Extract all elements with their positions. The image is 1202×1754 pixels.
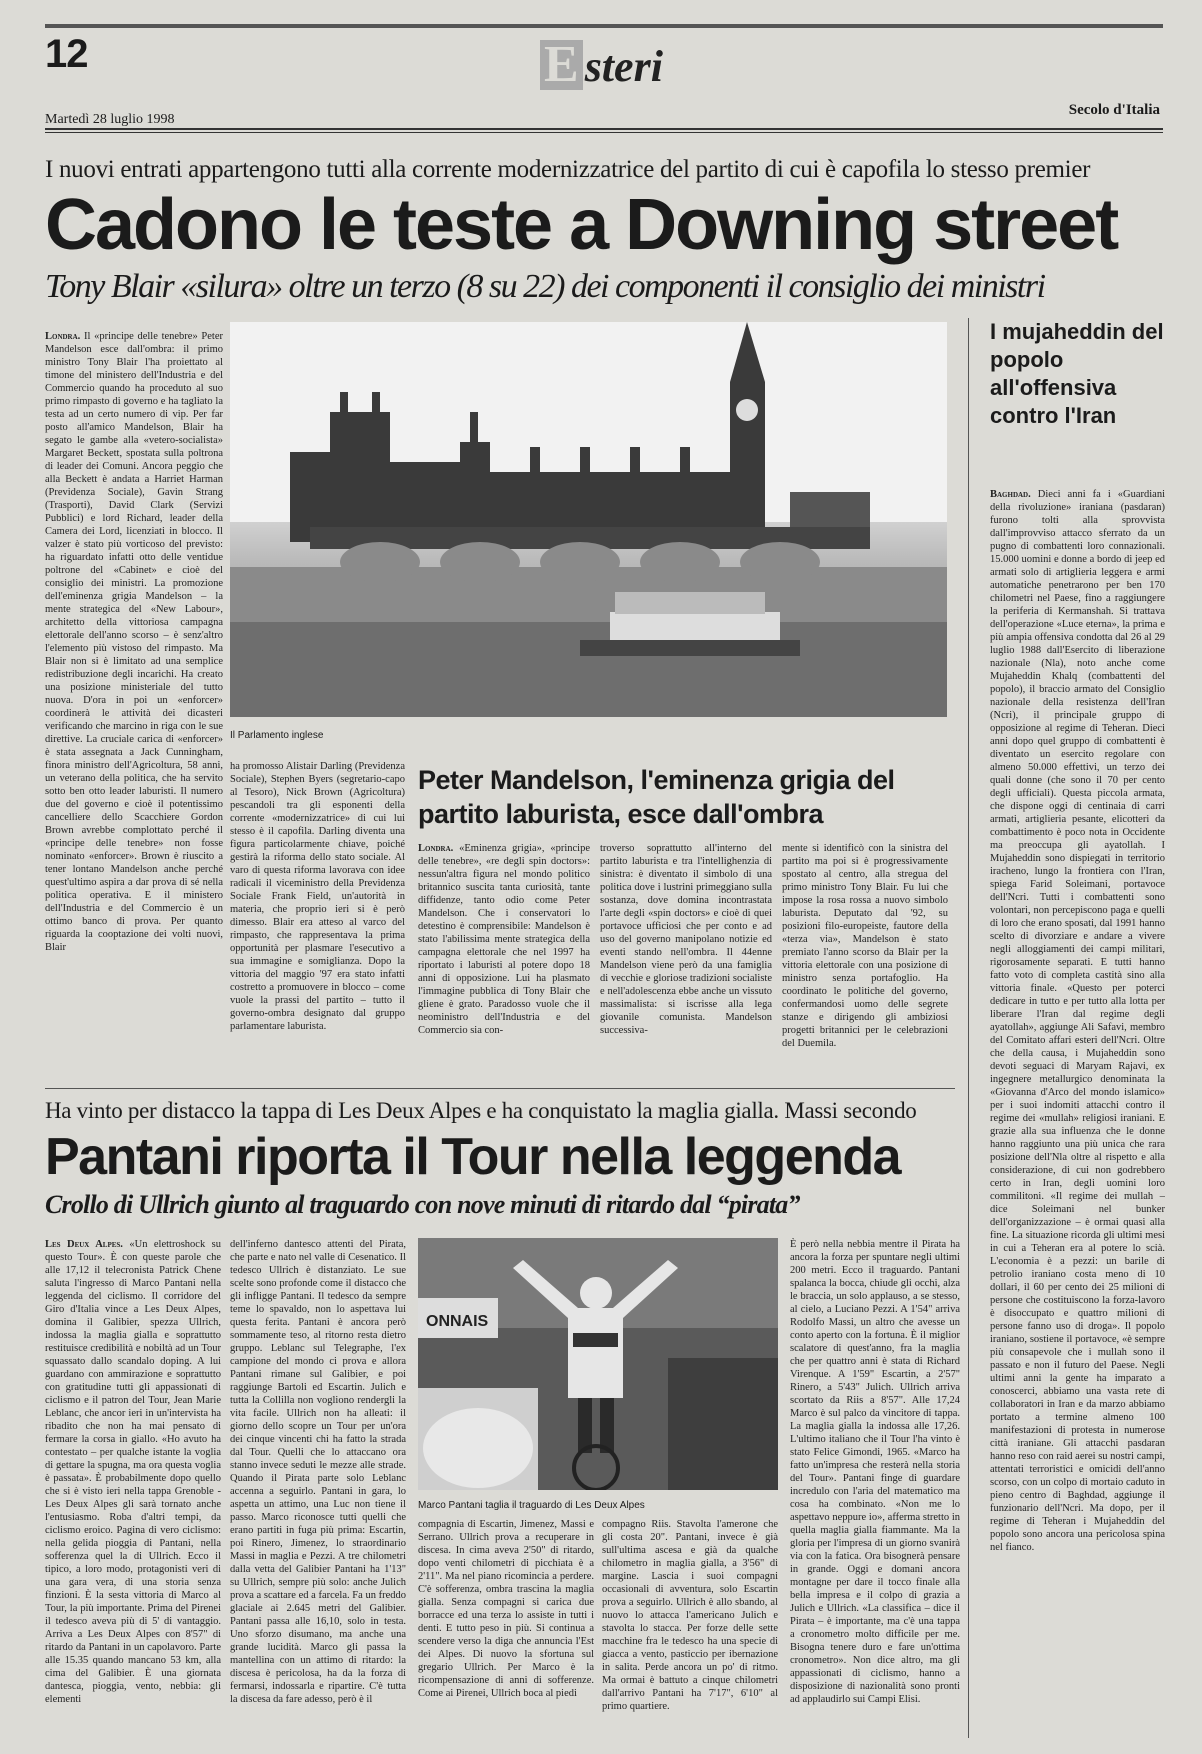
article1-column-2: ha promosso Alistair Darling (Previdenza Sociale), Stephen Byers (segretario-capo al Tesoro), Nick Brown (Agricoltura) pescandoli tra gli esponenti della corrente «modernizzatrice» di cui lui stesso è il capofila. Darling diventa una figura particolarmente chiave, poiché gestirà la riforma dello stato sociale. Al varo di questa riforma lavorava con idee radicali il viceministro della Previdenza Sociale Frank Field, un'autorità in materia, che proprio ieri si è però dimesso. Blair era atteso al varco del rimpasto, che rappresentava la prima opportunità per plasmare l'esecutivo a sua immagine e somiglianza. Dopo la vittoria del maggio '97 era stato infatti costretto a promuovere in blocco – come vuole la prassi del partito – tutto il governo-ombra designato dal gruppo parlamentare laburista. <box>230 761 405 1032</box>
pantani-photo <box>418 1238 778 1490</box>
parliament-photo-caption: Il Parlamento inglese <box>230 730 324 741</box>
issue-date: Martedì 28 luglio 1998 <box>45 112 175 127</box>
article4-column-5: È però nella nebbia mentre il Pirata ha ancora la forza per spuntare negli ultimi 200 metri. Ecco il traguardo. Pantani spalanca la bocca, chiude gli occhi, alza le braccia, un solo applauso, a se stesso, al cielo, a Luciano Pezzi. A 1'54" arriva Rodolfo Massi, un altro che avesse un conto aperto con la fortuna. È il miglior scalatore di quest'anno, fra la maglia che per quattro anni è stata di Richard Virenque. A 1'59" Escartin, a 2'57" Rinero, a 5'43" Julich. Ullrich arriva scortato da Riis a 8'57". Alle 17,24 Marco è sul palco da vincitore di tappa. La maglia gialla la indossa alle 17,26. L'ultimo italiano che il Tour l'ha vinto è stato Felice Gimondi, 1965. «Marco ha fatto un'impresa che resterà nella storia del Tour». Pantani finge di guardare incredulo con l'aria del matematico ma cosa ha combinato. «Non me lo aspettavo neppure io», afferma stretto in quella maglia gialla fiammante. Ma la gloria per l'impresa di un giorno svanirà via con la fatica. Ora bisognerà pensare in grande. Oggi e domani ancora montagne per dare il tocco finale alla bella impresa e il colpo di grazia a Julich e Ullrich. «La classifica – dice il Pirata – è importante, ma c'è una tappa a cronometro molto difficile per me. Bisogna tenere duro e fare un'ottima cronometro». Non dice altro, ma gli appassionati di ciclismo, hanno a disposizione di nazionalità sono pronti ad applaudirlo sui Campi Elisi. <box>790 1239 960 1705</box>
cyclist-illustration <box>418 1238 778 1490</box>
article4-column-3: compagnia di Escartin, Jimenez, Massi e Serrano. Ullrich prova a recuperare in discesa. In cima aveva 2'50" di ritardo, dopo venti chilometri di picchiata è a 2'11". Ma nel piano ricomincia a perdere. C'è sofferenza, ombra trascina la maglia gialla. Senza compagni si carica due borracce ed una terza lo assiste in tutti i denti. E tutto peso in più. Si continua a scendere verso la diga che annuncia l'Est dei Alpes. Di nuovo la sfortuna sul gregario Ullrich. Per Marco è la ricompensazione di anni di sofferenze. Come ai Pirenei, Ullrich boca al piedi <box>418 1519 594 1699</box>
article3-column <box>990 488 1165 1738</box>
article1-kicker: I nuovi entrati appartengono tutti alla corrente modernizzatrice del partito di cui è capofila lo stesso premier <box>45 156 1091 183</box>
article1-subheadline: Tony Blair «silura» oltre un terzo (8 su 22) dei componenti il consiglio dei ministri <box>45 268 1045 305</box>
article1-dateline: Londra. <box>45 331 81 342</box>
newspaper-name: Secolo d'Italia <box>1068 102 1160 118</box>
article2-col1-text: «Eminenza grigia», «principe delle tenebre», «re degli spin doctors»: nessun'altra figura nel mondo politico britannico suscita tanta curiosità, tante diffidenze, tanto odio come Peter Mandelson. Che i conservatori lo detestino è comprensibile: Mandelson è stato l'abilissima mente strategica della campagna elettorale che nel 1997 ha riportato i laburisti al potere dopo 18 anni di opposizione. Lui ha plasmato l'immagine pubblica di Tony Blair che gliene è grato. Paradosso vuole che il neoministro dell'Industria e del Commercio sia con- <box>418 843 590 1036</box>
page-number: 12 <box>45 32 88 76</box>
parliament-photo <box>230 322 947 717</box>
masthead-rule-thin <box>45 132 1163 133</box>
article2-column-1 <box>418 842 590 1072</box>
section-title <box>540 36 663 93</box>
section-initial: E <box>540 40 583 90</box>
pantani-photo-caption: Marco Pantani taglia il traguardo di Les Deux Alpes <box>418 1500 645 1511</box>
article-divider <box>45 1088 955 1089</box>
article1-col1-text: Il «principe delle tenebre» Peter Mandelson esce dall'ombra: il primo ministro Tony Blair l'ha proiettato al timone del ministero dell'Industria e del Commercio quando ha proceduto al suo primo rimpasto di governo e ha tagliato la testa ad un certo numero di vip. Per far posto all'amico Mandelson, Blair ha segato le gambe alla «vetero-socialista» Margaret Beckett, spostata sulla poltrona di leader dei Comuni. Ancora peggio che alla Beckett è andata a Harriet Harman (Previdenza Sociale), Gavin Strang (Trasporti), David Clark (Servizi Pubblici) e lord Richard, leader della Camera dei Lord, licenziati in blocco. Il valzer è stato più vorticoso del previsto: ha riguardato infatti otto delle ventidue poltrone del «Cabinet» e cioè del consiglio dei ministri. La promozione dell'eminenza grigia Mandelson – la mente strategica del «New Labour», architetto della vittoriosa campagna elettorale dell'anno scorso – è senz'altro l'elemento più vistoso del rimpasto. Ma Blair non si è limitato ad una semplice redistribuzione degli incarichi. Ha creato una posizione ministeriale del tutto nuova. D'ora in poi un «enforcer» coordinerà le attività dei dicasteri verificando che marcino in riga con le sue direttive. La cruciale carica di «enforcer» è stata assegnata a Jack Cunningham, finora ministro dell'Agricoltura, 58 anni, un veterano della politica, che ha servito sotto ben otto leader laburisti. Il numero due del governo e cioè il potentissimo cancelliere dello Scacchiere Gordon Brown avrebbe complottato perché il «principe delle tenebre» non fosse nominato «enforcer». Brown è riuscito a tener lontano Mandelson anche perché quest'ultimo aspira a dar prova di sé nella politica operativa. E il ministero dell'Industria e del Commercio è un ottimo banco di prova. Per quanto riguarda la cooptazione dei volti nuovi, Blair <box>45 331 223 953</box>
article4-subheadline: Crollo di Ullrich giunto al traguardo con nove minuti di ritardo dal “pirata” <box>45 1190 800 1219</box>
article4-kicker: Ha vinto per distacco la tappa di Les Deux Alpes e ha conquistato la maglia gialla. Massi secondo <box>45 1098 917 1123</box>
article2-column-3: mente si identificò con la sinistra del partito ma poi si è progressivamente spostato al centro, alla stregua del primo ministro Tony Blair. Fu lui che impose la rosa rossa a nuovo simbolo laburista. Deputato dal '92, su posizioni filo-europeiste, fautore della «terza via», Mandelson è stato premiato l'anno scorso da Blair per la vittoria elettorale con una posizione di ministro senza portafoglio. Ha coordinato le politiche del governo, confermandosi uomo delle segrete stanze e dirigendo gli ambiziosi progetti britannici per le celebrazioni del Duemila. <box>782 843 948 1049</box>
article3-headline: I mujaheddin del popolo all'offensiva contro l'Iran <box>990 319 1164 428</box>
article1-column-1 <box>45 330 223 1075</box>
article2-dateline: Londra. <box>418 843 454 854</box>
article2-headline: Peter Mandelson, l'eminenza grigia del partito laburista, esce dall'ombra <box>418 765 895 829</box>
masthead-rule <box>45 128 1163 130</box>
article3-dateline: Baghdad. <box>990 489 1031 500</box>
parliament-illustration <box>230 322 947 717</box>
article4-headline: Pantani riporta il Tour nella leggenda <box>45 1128 901 1186</box>
article4-col1-text: «Un elettroshock su questo Tour». È con queste parole che alle 17,12 il telecronista Patrick Chene saluta l'ingresso di Marco Pantani nella leggenda del ciclismo. Il corridore del Giro d'Italia vince a Les Deux Alpes, domina il Galibier, spezza Ullrich, indossa la maglia gialla e soprattutto restituisce credibilità e nobiltà ad un Tour squassato dallo scandalo doping. A lui guardano con ammirazione e soprattutto con gratitudine tutti gli appassionati di ciclismo e il patron del Tour, Jean Marie Leblanc, che ancor ieri in un'intervista ha ribadito che non ha mai pensato di fermare la corsa in giallo. «Ho avuto ha contestato – per qualche istante la voglia di gettare la spugna, ma ora questa voglia è passata». È probabilmente dopo quello che si è visto ieri nella tappa Grenoble - Les Deux Alpes gli sarà tornato anche l'entusiasmo. Roba d'altri tempi, da ciclismo eroico. Pagina di vero ciclismo: nella gelida pioggia di Pantani, nella sofferenza quel la di Ullrich. Ecco il tipico, a loro modo, protagonisti veri di una gara vera, di una storia senza finzioni. È la sesta vittoria di Marco al Tour, la più importante. Prima del Pirenei il tedesco aveva più di 5' di vantaggio. Arriva a Les Deux Alpes con 8'57" di ritardo da Pantani in un capolavoro. Parte alle 15.35 quando mancano 53 km, alla cima del Galibier. È una giornata dantesca, pioggia, vento, nebbia: gli elementi <box>45 1239 221 1705</box>
top-rule <box>45 24 1163 28</box>
article4-column-2: dell'inferno dantesco attenti del Pirata, che parte e nato nel valle di Cesenatico. Il tedesco Ullrich è distanziato. Le sue scelte sono profonde come il distacco che gli infligge Pantani. Il tedesco da sempre teme lo spavaldo, non lo aspettava lui questa ferita. Pantani è ancora però sommamente teso, al ritorno resta dietro gruppo. Leblanc sul Telegraphe, l'ex campione del mondo ci prova e allora Pantani rimane sul Galibier, e poi raggiunge Bartoli ed Escartin. Julich e tutta la Collilla non vogliono rendergli la vita facile. Ullrich non ha alleati: il giorno dello scopre un Tour per un'ora dei cinque vincenti chi ha fatto la strada dal Tour. Quelli che lo attaccano ora stanno invece seduti le mezze alle strade. Quando il Pirata parte solo Leblanc accenna a seguirlo. Pantani in gara, lo aspetta un attimo, una Luc non tiene il passo. Marco riconosce tutti quelli che erano partiti in fuga più prima: Escartin, poi Rinero, Jimenez, lo straordinario Massi in maglia e Pezzi. A tre chilometri dalla vetta del Galibier Pantani ha 1'13" su Ullrich, sempre più solo: anche Julich prova a scattare ed a farcela. Fa un freddo glaciale ai 2.645 metri del Galibier. Pantani passa alle 16,10, solo in testa. Uno sforzo disumano, ma anche una grande lucidità. Marco gli passa la mantellina con un attimo di ritardo: la discesa è pericolosa, ha da la forza di fermarsi, indossarla e ripartire. C'è tutta la discesa da fare adesso, però è il <box>230 1239 406 1705</box>
article4-column-4: compagno Riis. Stavolta l'amerone che gli costa 20". Pantani, invece è già sull'ultima ascesa e già da qualche chilometro in maglia gialla, a 3'56" di margine. Lascia i suoi compagni occasionali di avventura, solo Escartin prova a seguirlo. Ullrich è allo sbando, al nuovo lo attacca l'americano Julich e stavolta lo stacca. Per forze delle sette macchine fra le tedesco ha una specie di giacca a vento, pasticcio per ibernazione in salita. Perde ancora un po' di ritmo. Ma ormai è battuto a cinque chilometri dall'arrivo Pantani ha 7'17", 6'10" al primo quartiere. <box>602 1519 778 1712</box>
article4-column-1 <box>45 1238 221 1738</box>
article4-dateline: Les Deux Alpes. <box>45 1239 123 1250</box>
section-title-rest: steri <box>584 42 663 91</box>
article2-column-2: troverso soprattutto all'interno del partito laburista e tra l'intellighenzia di sinistra: è diventato il simbolo di una politica dove i lustrini primeggiano sulla sostanza, dove domina incontrastata l'arte degli «spin doctors» e cioè di quei portavoce ufficiosi che per conto e ad uso del governo manipolano notizie ed eventi stando nell'ombra. Il 44enne Mandelson viene però da una famiglia di vecchie e gloriose tradizioni socialiste e nell'adolescenza ebbe anche un vissuto massimalista: si iscrisse alla lega giovanile comunista. Mandelson successiva- <box>600 843 772 1036</box>
sidebar-divider <box>968 318 969 1738</box>
article1-headline: Cadono le teste a Downing street <box>45 185 1118 265</box>
photo-sign-text: ONNAIS <box>426 1313 489 1330</box>
article3-text: Dieci anni fa i «Guardiani della rivoluzione» iraniana (pasdaran) furono tolti alla sprovvista dall'improvviso attacco sferrato da un pugno di combattenti loro connazionali. 15.000 uomini e donne a bordo di jeep ed armati solo di artiglieria leggera e armi automatiche penetrarono per ben 170 chilometri nel Paese, fino a raggiungere la periferia di Kermanshah. Si trattava dell'operazione «Luce eterna», la prima e più ampia offensiva condotta dal 26 al 29 luglio 1988 dall'Esercito di liberazione nazionale (Nla), noto anche come Mujaheddin Khalq (combattenti del popolo), il braccio armato del Consiglio nazionale della resistenza dell'Iran (Ncri), il principale gruppo di opposizione al regime di Teheran. Dieci anni dopo quel gruppo di combattenti è diventato un esercito regolare con almeno 50.000 effettivi, un terzo dei quali donne (che sono il 70 per cento degli ufficiali). Questa piccola armata, che dispone oggi di centinaia di carri armati, artiglieria pesante, elicotteri da combattimento è poco nota in Occidente ma preoccupa gli ayatollah. I Mujaheddin sono dispiegati in territorio iracheno, lungo la frontiera con l'Iran, spiega Farid Soleimani, portavoce dell'Ncri. Tutti i combattenti sono volontari, non percepiscono paga e quelli di loro che erano sposati, dal 1991 hanno scelto di divorziare e andare a vivere negli alloggiamenti dei campi militari, rigorosamente separati. E tutti hanno fatto voto di completa castità sino alla vittoria finale. «Questo per poterci dedicare in tutto e per tutto alla lotta per liberare l'Iran dal regime degli ayatollah», aggiunge Ali Safavi, membro del Comitato affari esteri dell'Ncri. Oltre che della causa, i Mujaheddin sono devoti seguaci di Maryam Rajavi, ex ingegnere metallurgico denominata la «Giovanna d'Arco del mondo islamico» per i suoi indomiti attacchi contro il regime dei «mullah» religiosi iraniani. E grazie alla sua influenza che le donne hanno raggiunto una più unica che rara posizione dell'Nla oltre al rispetto e alla considerazione, di cui non godrebbero certo in Iran, degli uomini loro commilitoni. «Il regime dei mullah – dice Soleimani nel bunker dell'organizzazione – è ormai quasi alla fine. La situazione ricorda gli ultimi mesi in cui a Teheran era al potere lo scià. L'economia è a pezzi: un barile di petrolio iraniano costa meno di 10 dollari, il 60 per cento dei 25 milioni di persone che costituiscono la forza-lavoro è disoccupato e quattro milioni di persone fanno uso di droga». Il popolo iraniano, sostiene il portavoce, «è sempre più consapevole che i mullah sono il passato e non il futuro del Paese. Negli ultimi anni la gente ha imparato a conoscerci, abbiamo una vasta rete di collaboratori in Iran e da marzo abbiamo portato a termine almeno 100 manifestazioni di protesta in numerose città iraniane. Gli attacchi pasdaran hanno reso con raid aerei su nostri campi, attentati terroristici e omicidi dell'anno scorso, con un colpo di mortaio caduto in pieno centro di Baghdad, aggiunge il funzionario dell'Ncri. Ma dopo, per il regime di Teheran i Mujaheddin del popolo sono ancora una pericolosa spina nel fianco. <box>990 489 1165 1553</box>
